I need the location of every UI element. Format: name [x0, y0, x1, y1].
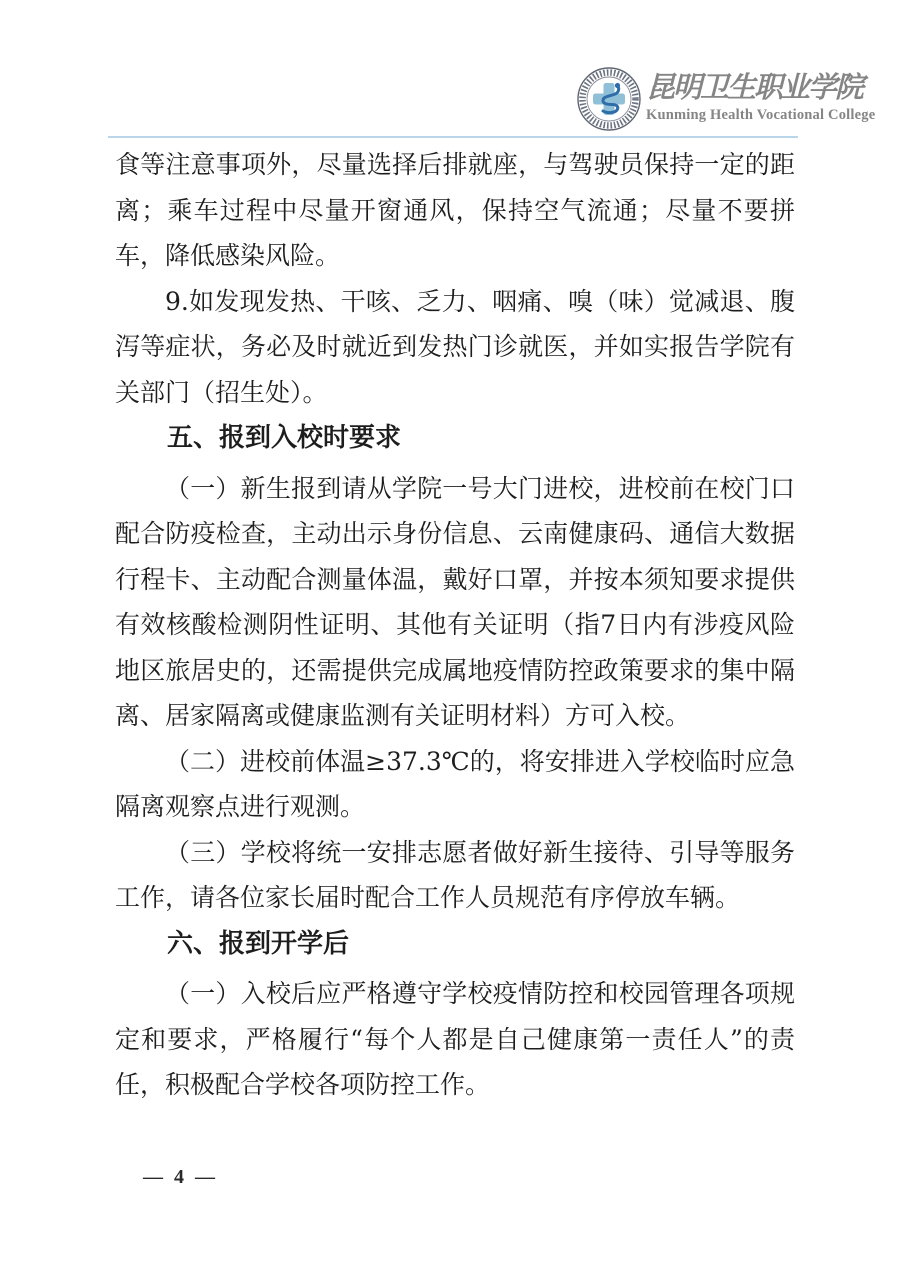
letterhead: [0, 0, 905, 140]
section-heading: 五、报到入校时要求: [167, 422, 402, 452]
paragraph: （一）新生报到请从学院一号大门进校，进校前在校门口配合防疫检查，主动出示身份信息、云南健康码、通信大数据行程卡、主动配合测量体温，戴好口罩，并按本须知要求提供有效核酸检测阴性证明、其他有关证明（指7日内有涉疫风险地区旅居史的，还需提供完成属地疫情防控政策要求的集中隔离、居家隔离或健康监测有关证明材料）方可入校。: [115, 473, 795, 730]
college-seal-icon: [576, 66, 642, 132]
paragraph: 食等注意事项外，尽量选择后排就座，与驾驶员保持一定的距离；乘车过程中尽量开窗通风，保持空气流通；尽量不要拼车，降低感染风险。: [115, 150, 795, 270]
paragraph: （二）进校前体温≥37.3℃的，将安排进入学校临时应急隔离观察点进行观测。: [115, 746, 795, 821]
document-body: [115, 142, 795, 1108]
section-heading: 六、报到开学后: [167, 927, 350, 958]
college-name-calligraphy: 昆明卫生职业学院: [646, 70, 863, 104]
college-seal-logo: [576, 66, 642, 132]
college-name-english: Kunming Health Vocational College: [646, 107, 876, 123]
page-number: — 4 —: [143, 1166, 218, 1188]
college-name-block: [646, 70, 876, 124]
paragraph: （三）学校将统一安排志愿者做好新生接待、引导等服务工作，请各位家长届时配合工作人员规范有序停放车辆。: [115, 837, 795, 912]
paragraph: （一）入校后应严格遵守学校疫情防控和校园管理各项规定和要求，严格履行“每个人都是自己健康第一责任人”的责任，积极配合学校各项防控工作。: [115, 979, 795, 1099]
paragraph: 9.如发现发热、干咳、乏力、咽痛、嗅（味）觉减退、腹泻等症状，务必及时就近到发热门诊就医，并如实报告学院有关部门（招生处）。: [115, 286, 795, 407]
letterhead-divider: [108, 136, 798, 138]
